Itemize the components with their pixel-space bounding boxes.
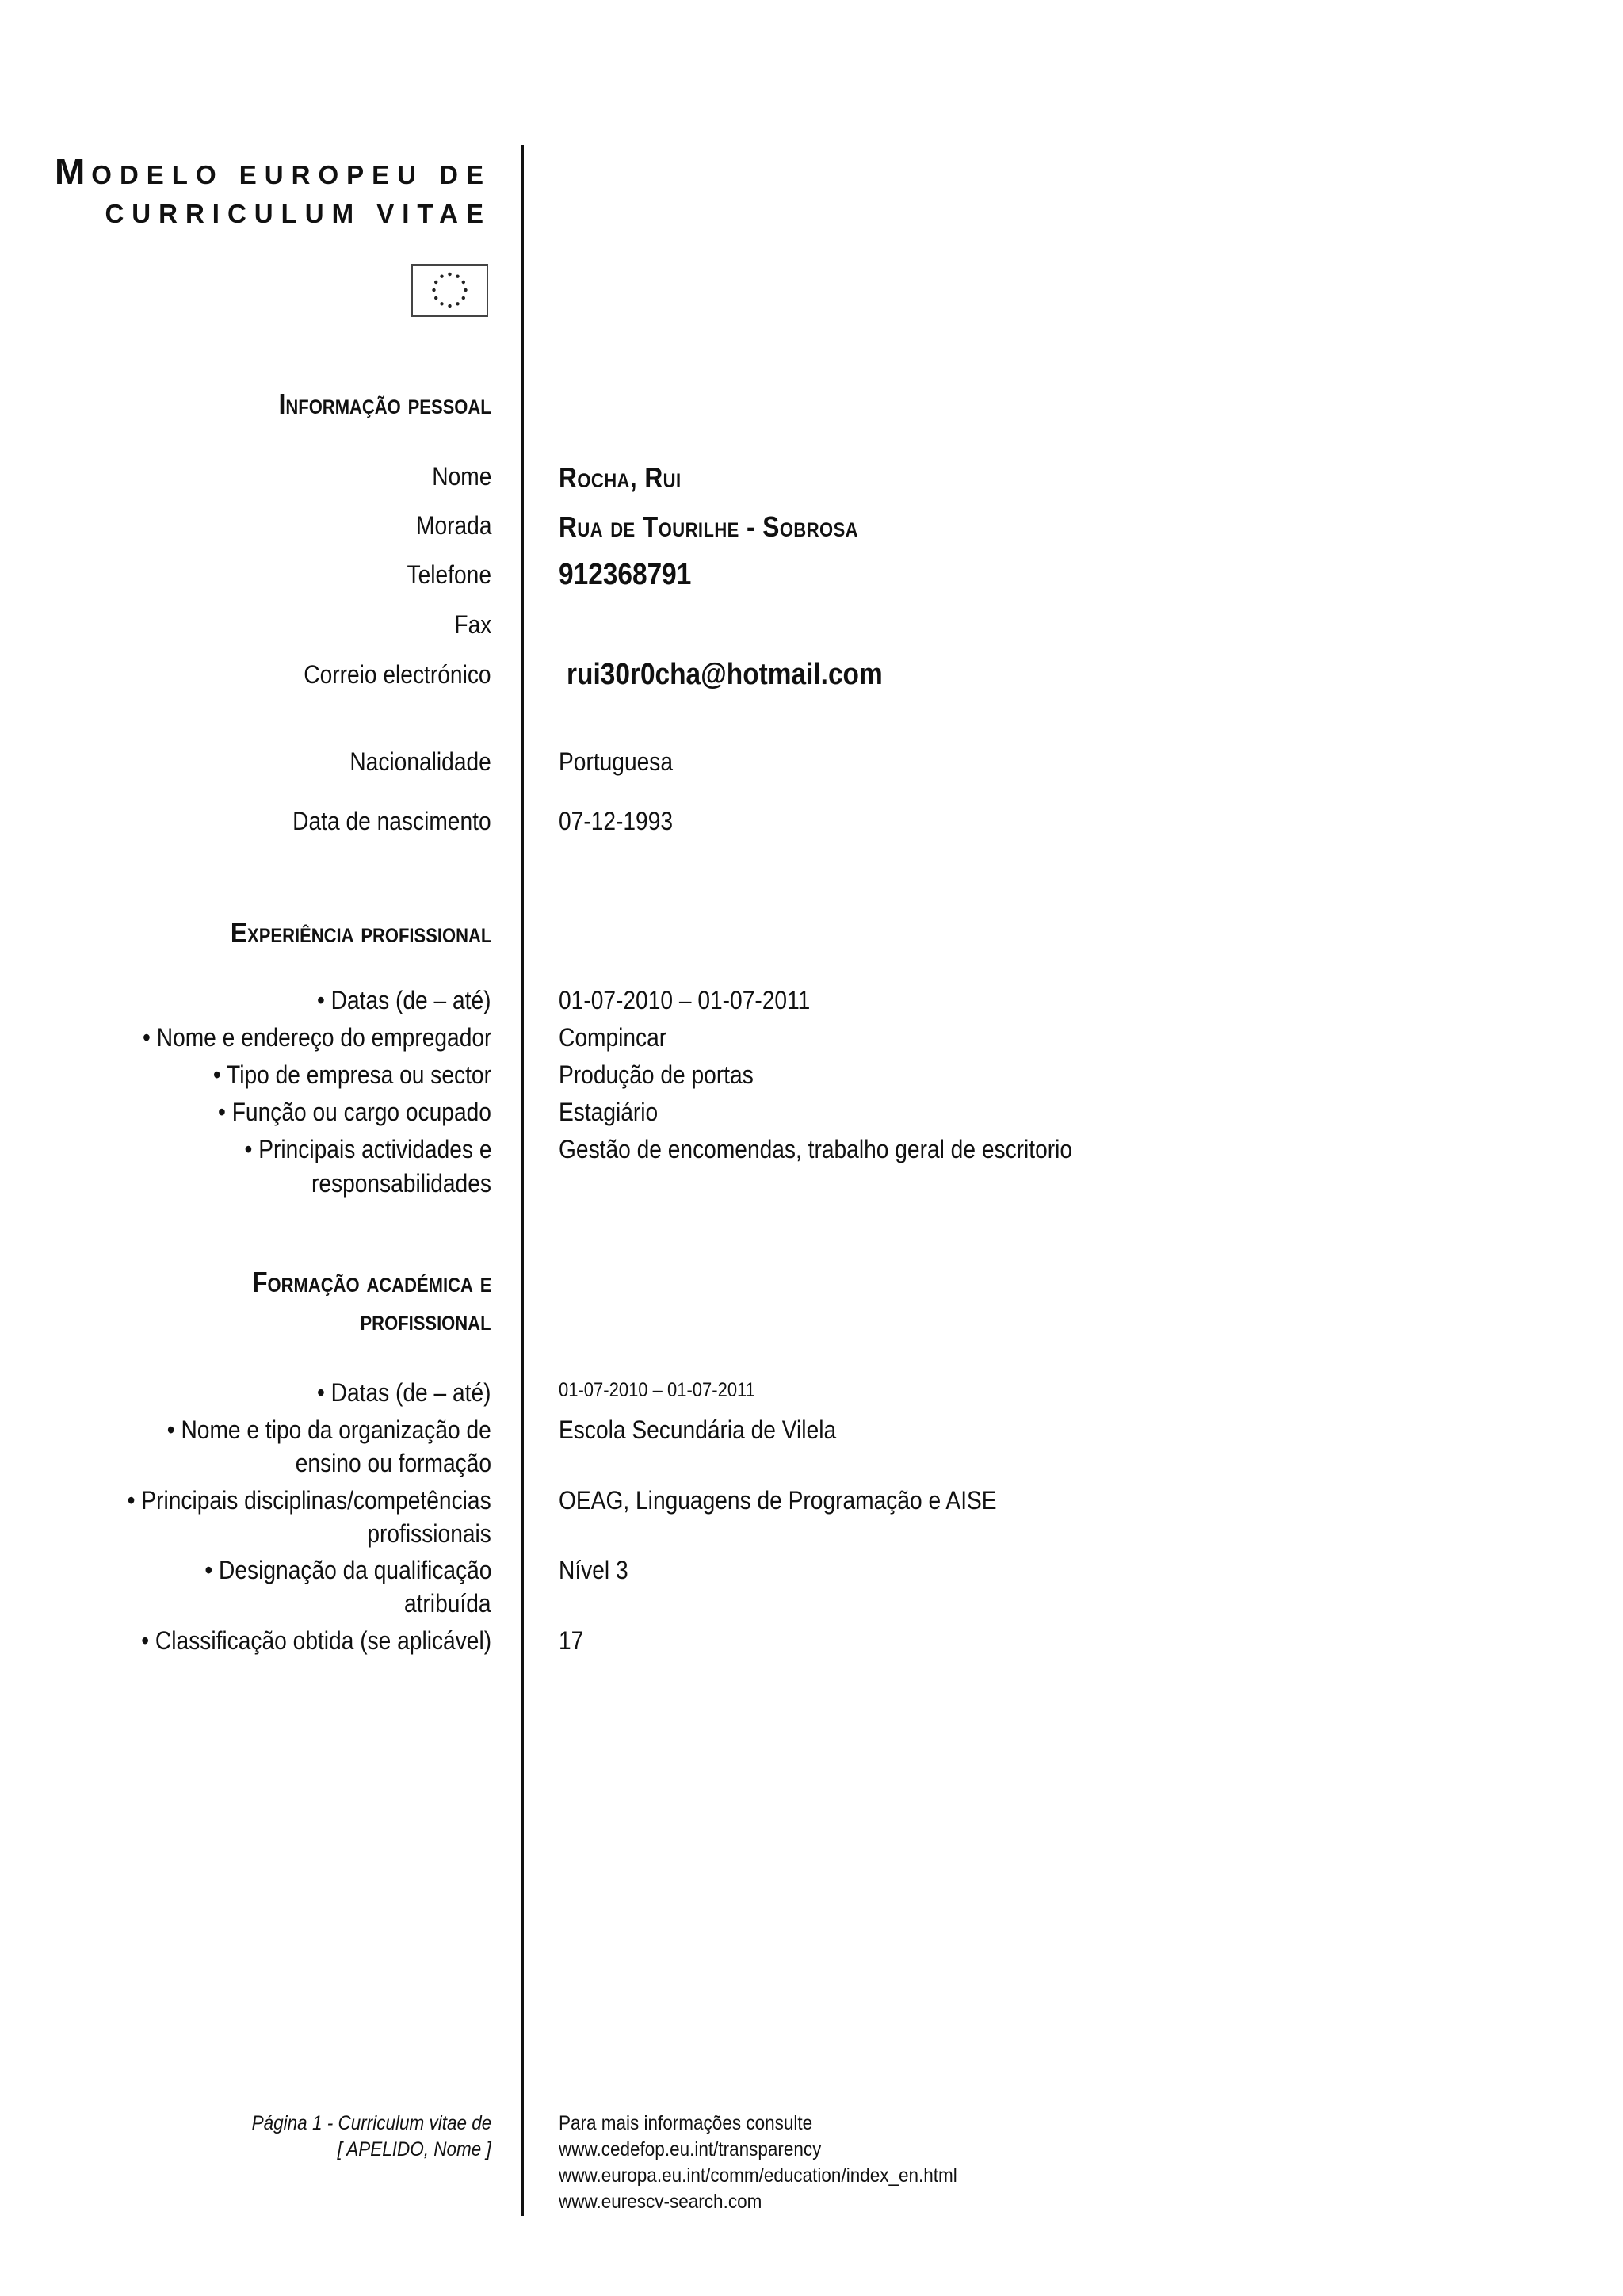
exp-dates-label: • Datas (de – até) bbox=[317, 986, 491, 1014]
edu-dates-value: 01-07-2010 – 01-07-2011 bbox=[559, 1379, 755, 1401]
eu-flag-icon bbox=[411, 264, 488, 317]
edu-subjects-value: OEAG, Linguagens de Programação e AISE bbox=[559, 1486, 997, 1515]
footer-link-cedefop[interactable]: www.cedefop.eu.int/transparency bbox=[559, 2138, 822, 2160]
address-label: Morada bbox=[415, 511, 491, 540]
cv-title-line2: CURRICULUM VITAE bbox=[105, 199, 491, 228]
eu-stars-icon bbox=[413, 266, 487, 315]
section-experience-title: Experiência profissional bbox=[230, 916, 491, 949]
address-value: Rua de Tourilhe - Sobrosa bbox=[559, 510, 859, 543]
exp-activities-label-1: • Principais actividades e bbox=[244, 1135, 491, 1163]
edu-org-value: Escola Secundária de Vilela bbox=[559, 1415, 837, 1444]
section-personal-title: Informação pessoal bbox=[278, 388, 491, 420]
birthdate-label: Data de nascimento bbox=[292, 807, 491, 835]
exp-employer-value: Compincar bbox=[559, 1023, 667, 1052]
email-label: Correio electrónico bbox=[304, 660, 491, 689]
edu-subjects-label-2: profissionais bbox=[367, 1519, 491, 1548]
exp-role-value: Estagiário bbox=[559, 1098, 659, 1126]
edu-org-label-1: • Nome e tipo da organização de bbox=[166, 1415, 491, 1444]
edu-grade-value: 17 bbox=[559, 1626, 584, 1655]
exp-role-label: • Função ou cargo ocupado bbox=[218, 1098, 491, 1126]
cv-title-line1: MODELO EUROPEU DE bbox=[54, 151, 491, 192]
exp-dates-value: 01-07-2010 – 01-07-2011 bbox=[559, 986, 811, 1014]
footer-link-europa[interactable]: www.europa.eu.int/comm/education/index_en.html bbox=[559, 2164, 957, 2187]
vertical-divider bbox=[521, 145, 524, 2216]
exp-sector-label: • Tipo de empresa ou sector bbox=[212, 1060, 491, 1089]
edu-qualification-value: Nível 3 bbox=[559, 1556, 628, 1584]
nationality-label: Nacionalidade bbox=[349, 747, 491, 776]
exp-sector-value: Produção de portas bbox=[559, 1060, 754, 1089]
edu-qualification-label-2: atribuída bbox=[404, 1589, 491, 1618]
birthdate-value: 07-12-1993 bbox=[559, 807, 674, 835]
footer-name-label: [ APELIDO, Nome ] bbox=[337, 2138, 491, 2160]
edu-org-label-2: ensino ou formação bbox=[295, 1449, 491, 1477]
footer-page-label: Página 1 - Curriculum vitae de bbox=[251, 2112, 491, 2134]
section-education-title-1: Formação académica e bbox=[251, 1266, 491, 1298]
nationality-value: Portuguesa bbox=[559, 747, 674, 776]
exp-activities-label-2: responsabilidades bbox=[311, 1169, 491, 1198]
name-label: Nome bbox=[431, 462, 491, 491]
edu-subjects-label-1: • Principais disciplinas/competências bbox=[127, 1486, 491, 1515]
edu-qualification-label-1: • Designação da qualificação bbox=[204, 1556, 491, 1584]
phone-value: 912368791 bbox=[559, 558, 692, 591]
fax-label: Fax bbox=[454, 610, 491, 639]
phone-label: Telefone bbox=[407, 560, 491, 589]
name-value: Rocha, Rui bbox=[559, 461, 682, 494]
footer-link-eurescv[interactable]: www.eurescv-search.com bbox=[559, 2191, 762, 2213]
exp-employer-label: • Nome e endereço do empregador bbox=[142, 1023, 491, 1052]
section-education-title-2: profissional bbox=[360, 1304, 491, 1336]
exp-activities-value: Gestão de encomendas, trabalho geral de escritorio bbox=[559, 1135, 1073, 1163]
edu-grade-label: • Classificação obtida (se aplicável) bbox=[141, 1626, 491, 1655]
edu-dates-label: • Datas (de – até) bbox=[317, 1378, 491, 1407]
footer-info-text: Para mais informações consulte bbox=[559, 2112, 813, 2134]
email-value: rui30r0cha@hotmail.com bbox=[567, 658, 883, 691]
